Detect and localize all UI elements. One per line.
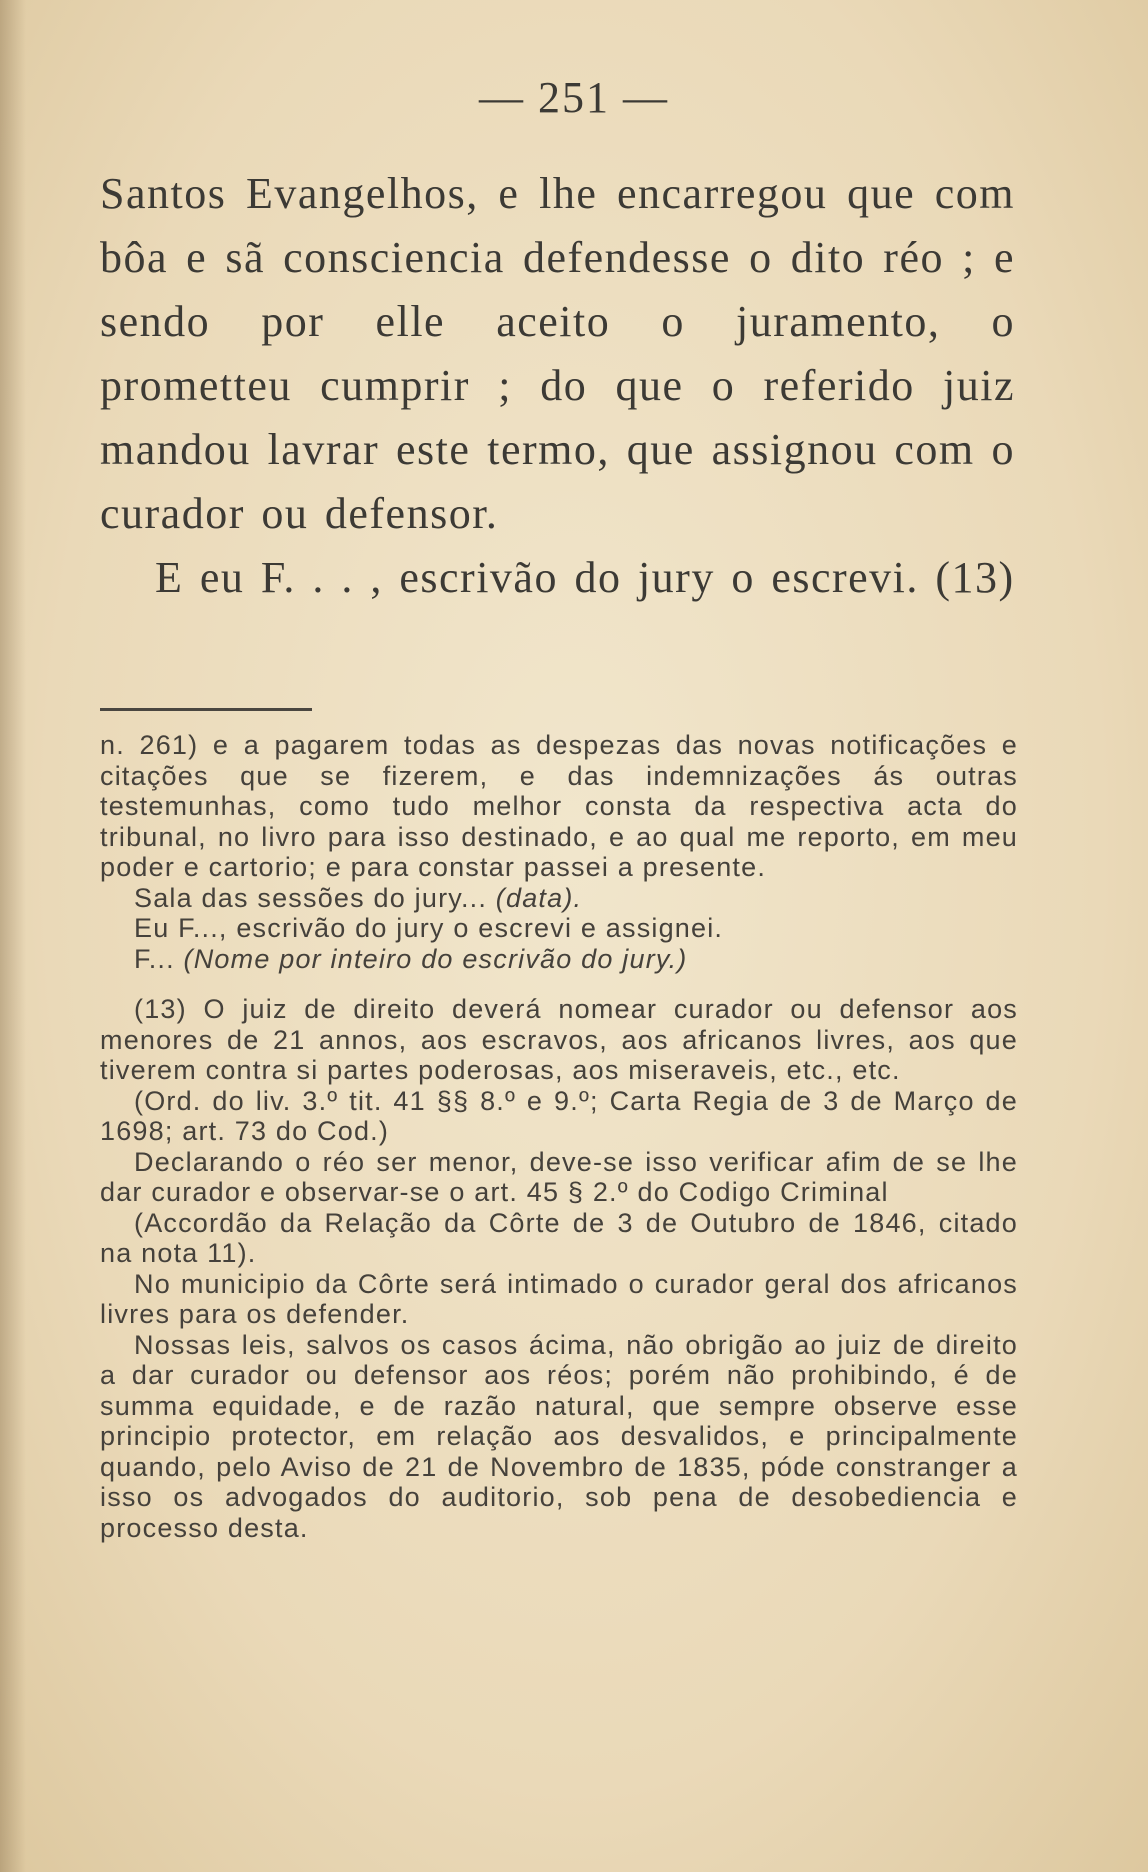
footnote-clerk-prefix: F... — [134, 943, 184, 974]
footnote-clerk-italic: (Nome por inteiro do escrivão do jury.) — [183, 943, 688, 974]
page-number: — 251 — — [479, 73, 669, 122]
footnote-sala — [100, 883, 1018, 914]
footnote-municipio: No municipio da Côrte será intimado o curador geral dos africanos livres para os defender. — [100, 1268, 1018, 1329]
footnote-clerk-name — [100, 944, 1018, 975]
footnote-accordao: (Accordão da Relação da Côrte de 3 de Outubro de 1846, citado na nota 11). — [100, 1207, 1018, 1268]
footnotes — [100, 730, 1018, 1543]
clerk-signature-paragraph: E eu F. . . , escrivão do jury o escrevi. (13) — [155, 553, 1015, 602]
binding-shadow — [0, 0, 26, 1872]
main-text — [100, 162, 1015, 610]
footnote-eu: Eu F..., escrivão do jury o escrevi e assignei. — [134, 913, 724, 943]
footnote-ord: (Ord. do liv. 3.º tit. 41 §§ 8.º e 9.º; Carta Regia de 3 de Março de 1698; art. 73 do Cod.) — [100, 1085, 1018, 1146]
footnote-continuation: n. 261) e a pagarem todas as despezas das novas notificações e citações que se fizerem, e das indemnizações ás outras testemunhas, como tudo melhor consta da respectiva acta do tribunal, no livro para isso destinado, e ao qual me reporto, em meu poder e cartorio; e para constar passei a presente. — [100, 730, 1018, 882]
footnote-sala-text: Sala das sessões do jury... — [134, 882, 496, 913]
body-paragraph: Santos Evangelhos, e lhe encarregou que com bôa e sã consciencia defendesse o dito réo ; e sendo por elle aceito o juramento, o prometteu cumprir ; do que o referido juiz mandou lavrar este termo, que assignou com o curador ou defensor. — [100, 169, 1015, 538]
footnote-13: (13) O juiz de direito deverá nomear curador ou defensor aos menores de 21 annos, aos escravos, aos africanos livres, aos que tiverem contra si partes poderosas, aos miseraveis, etc., etc. — [100, 994, 1018, 1085]
footnote-divider — [100, 708, 312, 711]
footnote-nossas-leis: Nossas leis, salvos os casos ácima, não obrigão ao juiz de direito a dar curador ou defensor aos réos; porém não prohibindo, é de summa equidade, e de razão natural, que sempre observe esse principio protector, em relação aos desvalidos, e principalmente quando, pelo Aviso de 21 de Novembro de 1835, póde constranger a isso os advogados do auditorio, sob pena de desobediencia e processo desta. — [100, 1329, 1018, 1543]
footnote-sala-date: (data). — [495, 882, 583, 913]
footnote-declarando: Declarando o réo ser menor, deve-se isso verificar afim de se lhe dar curador e observar-se o art. 45 § 2.º do Codigo Criminal — [100, 1146, 1018, 1207]
